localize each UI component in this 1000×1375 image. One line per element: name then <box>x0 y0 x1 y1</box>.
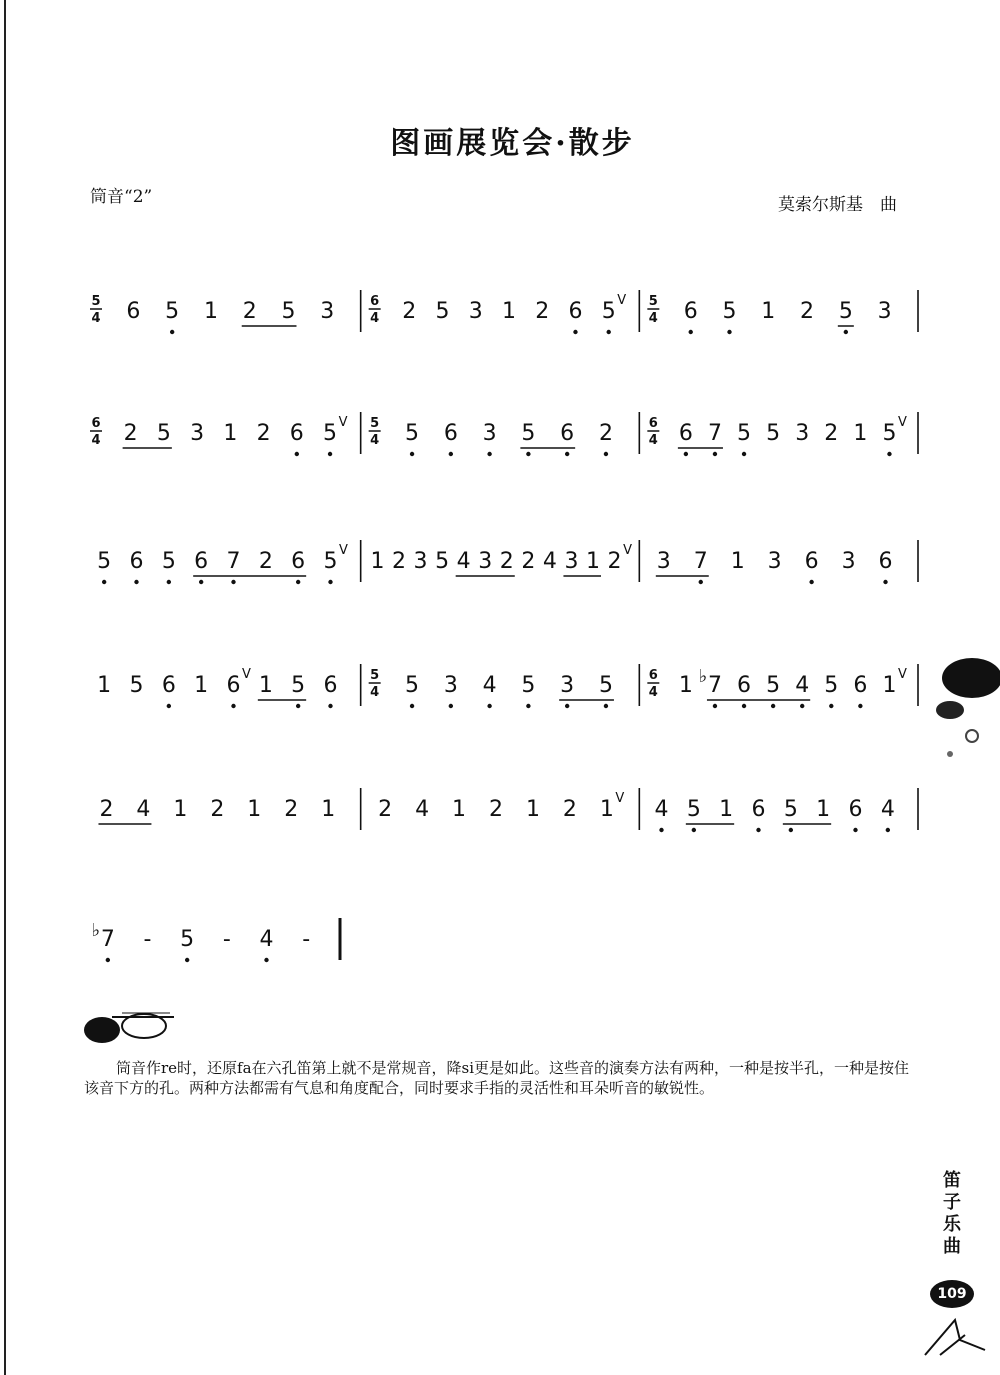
note-digit: 2 <box>99 797 114 822</box>
dash-mark: - <box>302 927 311 952</box>
note-digit: 4 <box>542 549 557 574</box>
low-octave-dot <box>604 452 608 456</box>
note-digit: 1 <box>452 797 467 822</box>
note-digit: 1 <box>525 797 540 822</box>
time-signature-top: 5 <box>370 416 380 431</box>
note-digit: 6 <box>226 673 241 698</box>
note-digit: 4 <box>456 549 471 574</box>
note-digit: 6 <box>751 797 766 822</box>
low-octave-dot <box>604 704 608 708</box>
note-digit: 4 <box>880 797 895 822</box>
breath-mark: V <box>615 791 625 806</box>
low-octave-dot <box>410 704 414 708</box>
dash-mark: - <box>222 927 231 952</box>
low-octave-dot <box>659 828 663 832</box>
note-digit: 1 <box>173 797 188 822</box>
note-digit: 2 <box>258 549 273 574</box>
note-digit: 1 <box>258 673 273 698</box>
note-digit: 6 <box>126 299 141 324</box>
low-octave-dot <box>328 704 332 708</box>
low-octave-dot <box>106 958 110 962</box>
note-digit: 2 <box>607 549 622 574</box>
low-octave-dot <box>526 704 530 708</box>
low-octave-dot <box>684 452 688 456</box>
note-digit: 2 <box>392 549 406 574</box>
low-octave-dot <box>487 704 491 708</box>
key-label: 筒音“2” <box>90 187 153 207</box>
note-digit: 7 <box>100 927 115 952</box>
low-octave-dot <box>727 330 731 334</box>
note-digit: 5 <box>766 673 781 698</box>
note-digit: 2 <box>489 797 503 822</box>
low-octave-dot <box>102 580 106 584</box>
note-digit: 6 <box>289 421 304 446</box>
note-digit: 5 <box>601 299 616 324</box>
note-digit: 6 <box>161 673 176 698</box>
time-signature-bottom: 4 <box>648 433 658 448</box>
note-digit: 5 <box>405 421 420 446</box>
low-octave-dot <box>844 330 848 334</box>
time-signature-top: 6 <box>91 416 101 431</box>
note-digit: 3 <box>320 299 335 324</box>
note-digit: 2 <box>562 797 577 822</box>
note-digit: 5 <box>686 797 701 822</box>
flat-sign: ♭ <box>91 920 101 941</box>
tip-paragraph: 筒音作re时，还原fa在六孔笛第上就不是常规音，降si更是如此。这些音的演奏方法有两种，一种是按半孔，一种是按住该音下方的孔。两种方法都需有气息和角度配合，同时要求手指的灵活性和耳朵听音的敏锐性。 <box>84 1059 910 1097</box>
note-digit: 5 <box>824 673 839 698</box>
note-digit: 3 <box>482 421 497 446</box>
note-digit: 3 <box>656 549 671 574</box>
low-octave-dot <box>742 704 746 708</box>
note-digit: 6 <box>678 421 693 446</box>
low-octave-dot <box>449 704 453 708</box>
low-octave-dot <box>713 704 717 708</box>
note-digit: 2 <box>242 299 257 324</box>
note-digit: 4 <box>795 673 810 698</box>
note-digit: 1 <box>321 797 336 822</box>
note-digit: 3 <box>560 673 575 698</box>
note-digit: 6 <box>129 549 144 574</box>
breath-mark: V <box>338 415 348 430</box>
note-digit: 6 <box>291 549 306 574</box>
flat-sign: ♭ <box>698 666 708 687</box>
note-digit: 2 <box>800 299 815 324</box>
note-digit: 1 <box>816 797 831 822</box>
note-digit: 5 <box>405 673 420 698</box>
time-signature-bottom: 4 <box>370 433 380 448</box>
note-digit: 5 <box>323 421 338 446</box>
breath-mark: V <box>898 667 907 682</box>
low-octave-dot <box>789 828 793 832</box>
note-digit: 6 <box>443 421 458 446</box>
note-digit: 4 <box>136 797 151 822</box>
low-octave-dot <box>231 580 235 584</box>
low-octave-dot <box>199 580 203 584</box>
low-octave-dot <box>565 452 569 456</box>
note-digit: 5 <box>783 797 798 822</box>
note-digit: 5 <box>435 299 450 324</box>
note-digit: 5 <box>766 421 781 446</box>
note-digit: 5 <box>129 673 144 698</box>
note-digit: 4 <box>654 797 669 822</box>
note-digit: 5 <box>281 299 296 324</box>
low-octave-dot <box>526 452 530 456</box>
note-digit: 3 <box>443 673 458 698</box>
note-digit: 2 <box>123 421 138 446</box>
low-octave-dot <box>328 452 332 456</box>
note-digit: 6 <box>560 421 575 446</box>
low-octave-dot <box>487 452 491 456</box>
song-title: 图画展览会·散步 <box>390 126 635 161</box>
low-octave-dot <box>565 704 569 708</box>
dash-mark: - <box>143 927 152 952</box>
note-digit: 5 <box>323 549 338 574</box>
note-digit: 1 <box>97 673 112 698</box>
low-octave-dot <box>771 704 775 708</box>
note-digit: 5 <box>838 299 853 324</box>
breath-mark: V <box>623 543 633 558</box>
note-digit: 4 <box>415 797 430 822</box>
note-digit: 2 <box>521 549 536 574</box>
low-octave-dot <box>883 580 887 584</box>
low-octave-dot <box>853 828 857 832</box>
note-digit: 5 <box>165 299 180 324</box>
note-digit: 7 <box>226 549 241 574</box>
note-digit: 1 <box>502 299 516 324</box>
low-octave-dot <box>231 704 235 708</box>
note-digit: 5 <box>180 927 195 952</box>
note-digit: 1 <box>586 549 600 574</box>
low-octave-dot <box>328 580 332 584</box>
tip-badge <box>82 1012 182 1046</box>
low-octave-dot <box>410 452 414 456</box>
note-digit: 4 <box>259 927 274 952</box>
note-digit: 1 <box>678 673 693 698</box>
time-signature-top: 6 <box>370 294 380 309</box>
note-digit: 5 <box>435 549 450 574</box>
note-digit: 7 <box>693 549 708 574</box>
note-digit: 6 <box>878 549 893 574</box>
note-digit: 6 <box>848 797 863 822</box>
note-digit: 6 <box>323 673 338 698</box>
note-digit: 1 <box>247 797 262 822</box>
corner-decoration <box>920 1310 990 1360</box>
note-digit: 1 <box>761 299 776 324</box>
low-octave-dot <box>295 452 299 456</box>
low-octave-dot <box>134 580 138 584</box>
note-digit: 2 <box>284 797 299 822</box>
note-digit: 7 <box>707 421 722 446</box>
note-digit: 6 <box>568 299 583 324</box>
note-digit: 5 <box>156 421 171 446</box>
time-signature-top: 5 <box>370 668 380 683</box>
note-digit: 2 <box>402 299 417 324</box>
low-octave-dot <box>296 580 300 584</box>
low-octave-dot <box>573 330 577 334</box>
note-digit: 5 <box>521 421 536 446</box>
note-digit: 3 <box>478 549 493 574</box>
low-octave-dot <box>607 330 611 334</box>
breath-mark: V <box>242 667 251 682</box>
note-digit: 1 <box>853 421 868 446</box>
low-octave-dot <box>692 828 696 832</box>
note-digit: 2 <box>256 421 271 446</box>
low-octave-dot <box>449 452 453 456</box>
note-digit: 2 <box>378 797 393 822</box>
low-octave-dot <box>800 704 804 708</box>
note-digit: 3 <box>468 299 483 324</box>
time-signature-bottom: 4 <box>370 311 380 326</box>
note-digit: 5 <box>97 549 112 574</box>
time-signature-top: 6 <box>648 416 658 431</box>
side-tab-decoration <box>932 650 1000 770</box>
note-digit: 2 <box>598 421 613 446</box>
note-digit: 6 <box>853 673 868 698</box>
note-digit: 7 <box>707 673 722 698</box>
low-octave-dot <box>886 828 890 832</box>
note-digit: 6 <box>804 549 819 574</box>
note-digit: 5 <box>291 673 306 698</box>
low-octave-dot <box>887 452 891 456</box>
low-octave-dot <box>699 580 703 584</box>
time-signature-bottom: 4 <box>91 311 101 326</box>
low-octave-dot <box>167 704 171 708</box>
note-digit: 2 <box>535 299 550 324</box>
note-digit: 3 <box>877 299 892 324</box>
note-digit: 1 <box>599 797 614 822</box>
low-octave-dot <box>742 452 746 456</box>
breath-mark: V <box>617 293 627 308</box>
page-number: 109 <box>930 1280 974 1308</box>
low-octave-dot <box>829 704 833 708</box>
note-digit: 3 <box>841 549 856 574</box>
low-octave-dot <box>185 958 189 962</box>
low-octave-dot <box>858 704 862 708</box>
note-digit: 2 <box>824 421 839 446</box>
low-octave-dot <box>809 580 813 584</box>
note-digit: 6 <box>737 673 752 698</box>
time-signature-bottom: 4 <box>648 311 658 326</box>
note-digit: 6 <box>194 549 209 574</box>
low-octave-dot <box>170 330 174 334</box>
note-digit: 1 <box>719 797 734 822</box>
note-digit: 3 <box>413 549 428 574</box>
note-digit: 2 <box>499 549 514 574</box>
low-octave-dot <box>756 828 760 832</box>
note-digit: 1 <box>730 549 745 574</box>
low-octave-dot <box>167 580 171 584</box>
time-signature-top: 5 <box>91 294 101 309</box>
time-signature-top: 6 <box>648 668 658 683</box>
note-digit: 1 <box>882 673 897 698</box>
note-digit: 3 <box>564 549 579 574</box>
note-digit: 1 <box>203 299 218 324</box>
note-digit: 3 <box>190 421 205 446</box>
note-digit: 3 <box>767 549 782 574</box>
time-signature-bottom: 4 <box>91 433 101 448</box>
composer-credit: 莫索尔斯基 曲 <box>778 195 897 215</box>
note-digit: 5 <box>882 421 897 446</box>
note-digit: 5 <box>737 421 752 446</box>
time-signature-bottom: 4 <box>648 685 658 700</box>
note-digit: 1 <box>370 549 385 574</box>
low-octave-dot <box>296 704 300 708</box>
series-mark: 笛子乐曲 <box>943 1170 961 1257</box>
note-digit: 4 <box>482 673 497 698</box>
note-digit: 2 <box>210 797 225 822</box>
low-octave-dot <box>264 958 268 962</box>
breath-mark: V <box>339 543 348 558</box>
note-digit: 5 <box>521 673 536 698</box>
note-digit: 3 <box>795 421 810 446</box>
note-digit: 5 <box>598 673 613 698</box>
note-digit: 1 <box>223 421 238 446</box>
breath-mark: V <box>898 415 907 430</box>
time-signature-top: 5 <box>648 294 658 309</box>
low-octave-dot <box>713 452 717 456</box>
note-digit: 5 <box>161 549 176 574</box>
low-octave-dot <box>689 330 693 334</box>
note-digit: 5 <box>722 299 737 324</box>
time-signature-bottom: 4 <box>370 685 380 700</box>
note-digit: 6 <box>683 299 698 324</box>
note-digit: 1 <box>194 673 209 698</box>
